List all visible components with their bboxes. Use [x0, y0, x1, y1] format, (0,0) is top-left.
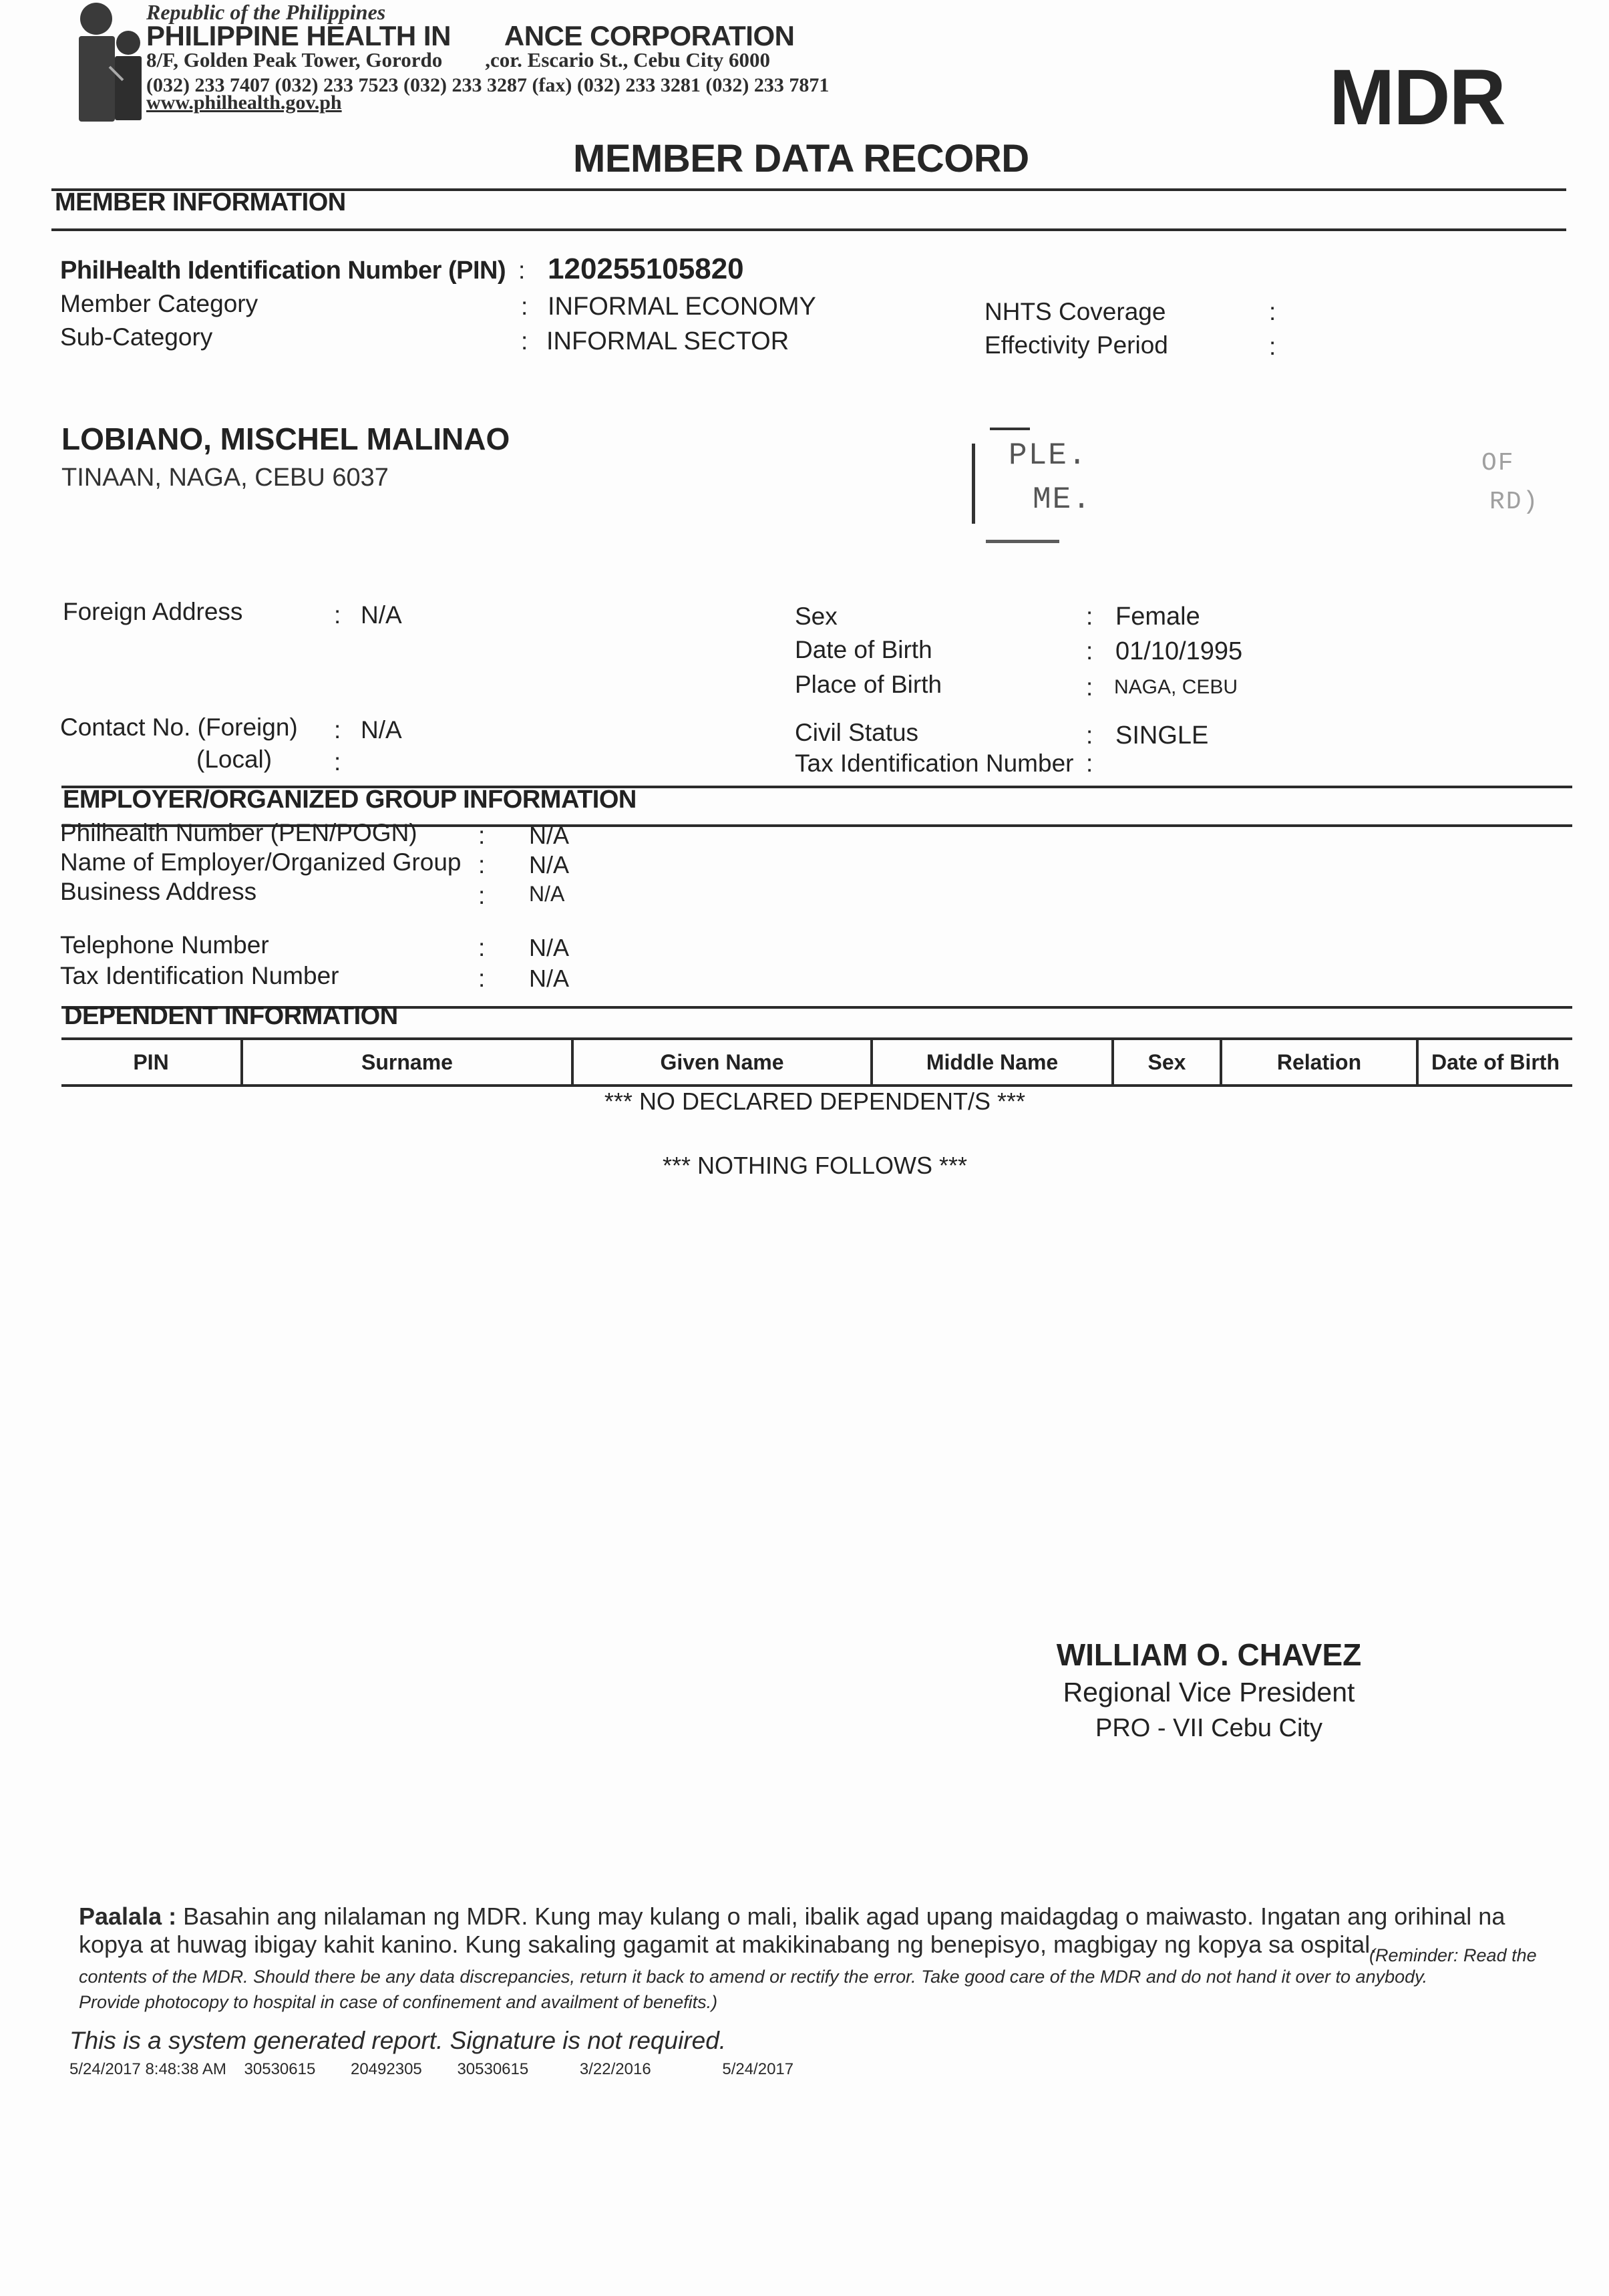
agency-address [146, 48, 770, 72]
sub-category-label: Sub-Category [60, 323, 213, 351]
divider [51, 228, 1566, 231]
section-title-employer: EMPLOYER/ORGANIZED GROUP INFORMATION [63, 786, 637, 814]
column-header-sex: Sex [1111, 1040, 1220, 1084]
employer-pen-label: Philhealth Number (PEN/POGN) [60, 819, 417, 846]
column-header-given-name: Given Name [571, 1040, 870, 1084]
column-header-relation: Relation [1220, 1040, 1416, 1084]
member-category-value: INFORMAL ECONOMY [548, 293, 816, 321]
pob-value: NAGA, CEBU [1114, 676, 1238, 698]
english-reminder-start: (Reminder: Read the [1369, 1945, 1537, 1965]
english-reminder-line2: contents of the MDR. Should there be any data discrepancies, return it back to amend or rectify the error. Take good care of the MDR and do not hand it over to anybody. [79, 1967, 1428, 1987]
agency-phones: (032) 233 7407 (032) 233 7523 (032) 233 3287 (fax) (032) 233 3281 (032) 233 7871 [146, 74, 830, 96]
print-date2: 5/24/2017 [722, 2060, 794, 2078]
column-header-date-of-birth: Date of Birth [1416, 1040, 1572, 1084]
colon: : [334, 748, 341, 776]
column-header-pin: PIN [133, 1049, 169, 1074]
reminder-line2 [79, 1931, 1377, 1959]
employer-name-value: N/A [529, 851, 570, 878]
reminder-text-line2: kopya at huwag ibigay kahit kanino. Kung sakaling gagamit at makikinabang ng benepisyo, magbigay ng kopya sa ospital. [79, 1931, 1377, 1958]
tin-label: Tax Identification Number [795, 750, 1074, 777]
employer-tin-value: N/A [529, 965, 570, 992]
colon: : [1086, 673, 1093, 701]
colon: : [478, 965, 486, 992]
print-datetime: 5/24/2017 8:48:38 AM [69, 2060, 226, 2078]
sex-value: Female [1115, 603, 1200, 631]
nhts-coverage-label: NHTS Coverage [985, 298, 1166, 325]
sex-label: Sex [795, 603, 838, 630]
colon: : [334, 716, 341, 744]
philhealth-logo [69, 0, 143, 127]
colon: : [478, 822, 486, 849]
page-title: MEMBER DATA RECORD [573, 137, 1029, 180]
colon: : [1086, 603, 1093, 630]
colon: : [521, 293, 528, 320]
civil-status-label: Civil Status [795, 719, 919, 746]
business-address-label: Business Address [60, 878, 257, 905]
colon: : [1086, 721, 1093, 749]
pin-value: 120255105820 [548, 253, 744, 285]
contact-foreign-value: N/A [361, 716, 402, 744]
agency-name-part2: ANCE CORPORATION [504, 20, 795, 51]
colon: : [1086, 750, 1093, 777]
dob-value: 01/10/1995 [1115, 637, 1243, 665]
colon: : [1269, 298, 1276, 325]
section-title-member-info: MEMBER INFORMATION [55, 188, 346, 216]
stamp-text-line1-left: PLE. [1009, 438, 1088, 473]
reminder-line1 [79, 1903, 1505, 1931]
system-generated-note: This is a system generated report. Signature is not required. [69, 2027, 727, 2054]
print-code3: 30530615 [457, 2060, 529, 2078]
column-header-surname: Surname [240, 1040, 571, 1084]
print-code1: 30530615 [244, 2060, 316, 2078]
agency-website-link[interactable]: www.philhealth.gov.ph [146, 92, 342, 114]
member-category-label: Member Category [60, 290, 258, 317]
print-date1: 3/22/2016 [579, 2060, 651, 2078]
signatory-name: WILLIAM O. CHAVEZ [1056, 1637, 1362, 1672]
colon: : [518, 257, 526, 284]
pin-label: PhilHealth Identification Number (PIN) [60, 257, 506, 285]
foreign-address-label: Foreign Address [63, 598, 243, 625]
print-code2: 20492305 [350, 2060, 422, 2078]
civil-status-value: SINGLE [1115, 721, 1209, 750]
stamp-text-line2-right: RD) [1489, 488, 1540, 516]
telephone-label: Telephone Number [60, 931, 269, 959]
stamp-text-line1-right: OF [1481, 449, 1515, 478]
dob-label: Date of Birth [795, 636, 932, 663]
signatory-office: PRO - VII Cebu City [1095, 1714, 1322, 1742]
pob-label: Place of Birth [795, 671, 942, 698]
colon: : [1269, 333, 1276, 360]
colon: : [1086, 637, 1093, 665]
contact-foreign-label: Contact No. (Foreign) [60, 713, 298, 741]
telephone-value: N/A [529, 934, 570, 961]
nothing-follows-message: *** NOTHING FOLLOWS *** [662, 1152, 968, 1179]
signatory-title: Regional Vice President [1063, 1677, 1355, 1707]
employer-pen-value: N/A [529, 822, 570, 849]
no-dependents-message: *** NO DECLARED DEPENDENT/S *** [604, 1088, 1026, 1115]
colon: : [334, 601, 341, 629]
colon: : [478, 851, 486, 878]
member-address: TINAAN, NAGA, CEBU 6037 [61, 464, 389, 492]
contact-local-label: (Local) [196, 746, 273, 773]
column-header-middle-name: Middle Name [870, 1040, 1111, 1084]
agency-name [146, 20, 794, 52]
employer-name-label: Name of Employer/Organized Group [60, 848, 462, 876]
business-address-value: N/A [529, 882, 565, 906]
sub-category-value: INFORMAL SECTOR [546, 327, 789, 355]
print-stamp [69, 2060, 793, 2079]
colon: : [478, 882, 486, 909]
section-title-dependents: DEPENDENT INFORMATION [64, 1002, 398, 1030]
reminder-label: Paalala : [79, 1903, 177, 1930]
address-part1: 8/F, Golden Peak Tower, Gorordo [146, 48, 443, 71]
address-part2: ,cor. Escario St., Cebu City 6000 [485, 48, 771, 71]
stamp-text-line2-left: ME. [1033, 482, 1092, 517]
colon: : [478, 934, 486, 961]
dependents-table-header [61, 1037, 1572, 1087]
republic-text: Republic of the Philippines [146, 0, 386, 24]
english-reminder-line3: Provide photocopy to hospital in case of confinement and availment of benefits.) [79, 1992, 718, 2012]
effectivity-period-label: Effectivity Period [985, 331, 1168, 359]
reminder-text-line1: Basahin ang nilalaman ng MDR. Kung may kulang o mali, ibalik agad upang maidagdag o maiwasto. Ingatan ang orihinal na [183, 1903, 1505, 1930]
mdr-badge: MDR [1329, 53, 1505, 142]
colon: : [521, 327, 528, 355]
employer-tin-label: Tax Identification Number [60, 962, 339, 989]
member-name: LOBIANO, MISCHEL MALINAO [61, 422, 510, 456]
foreign-address-value: N/A [361, 601, 402, 629]
agency-name-part1: PHILIPPINE HEALTH IN [146, 20, 451, 51]
